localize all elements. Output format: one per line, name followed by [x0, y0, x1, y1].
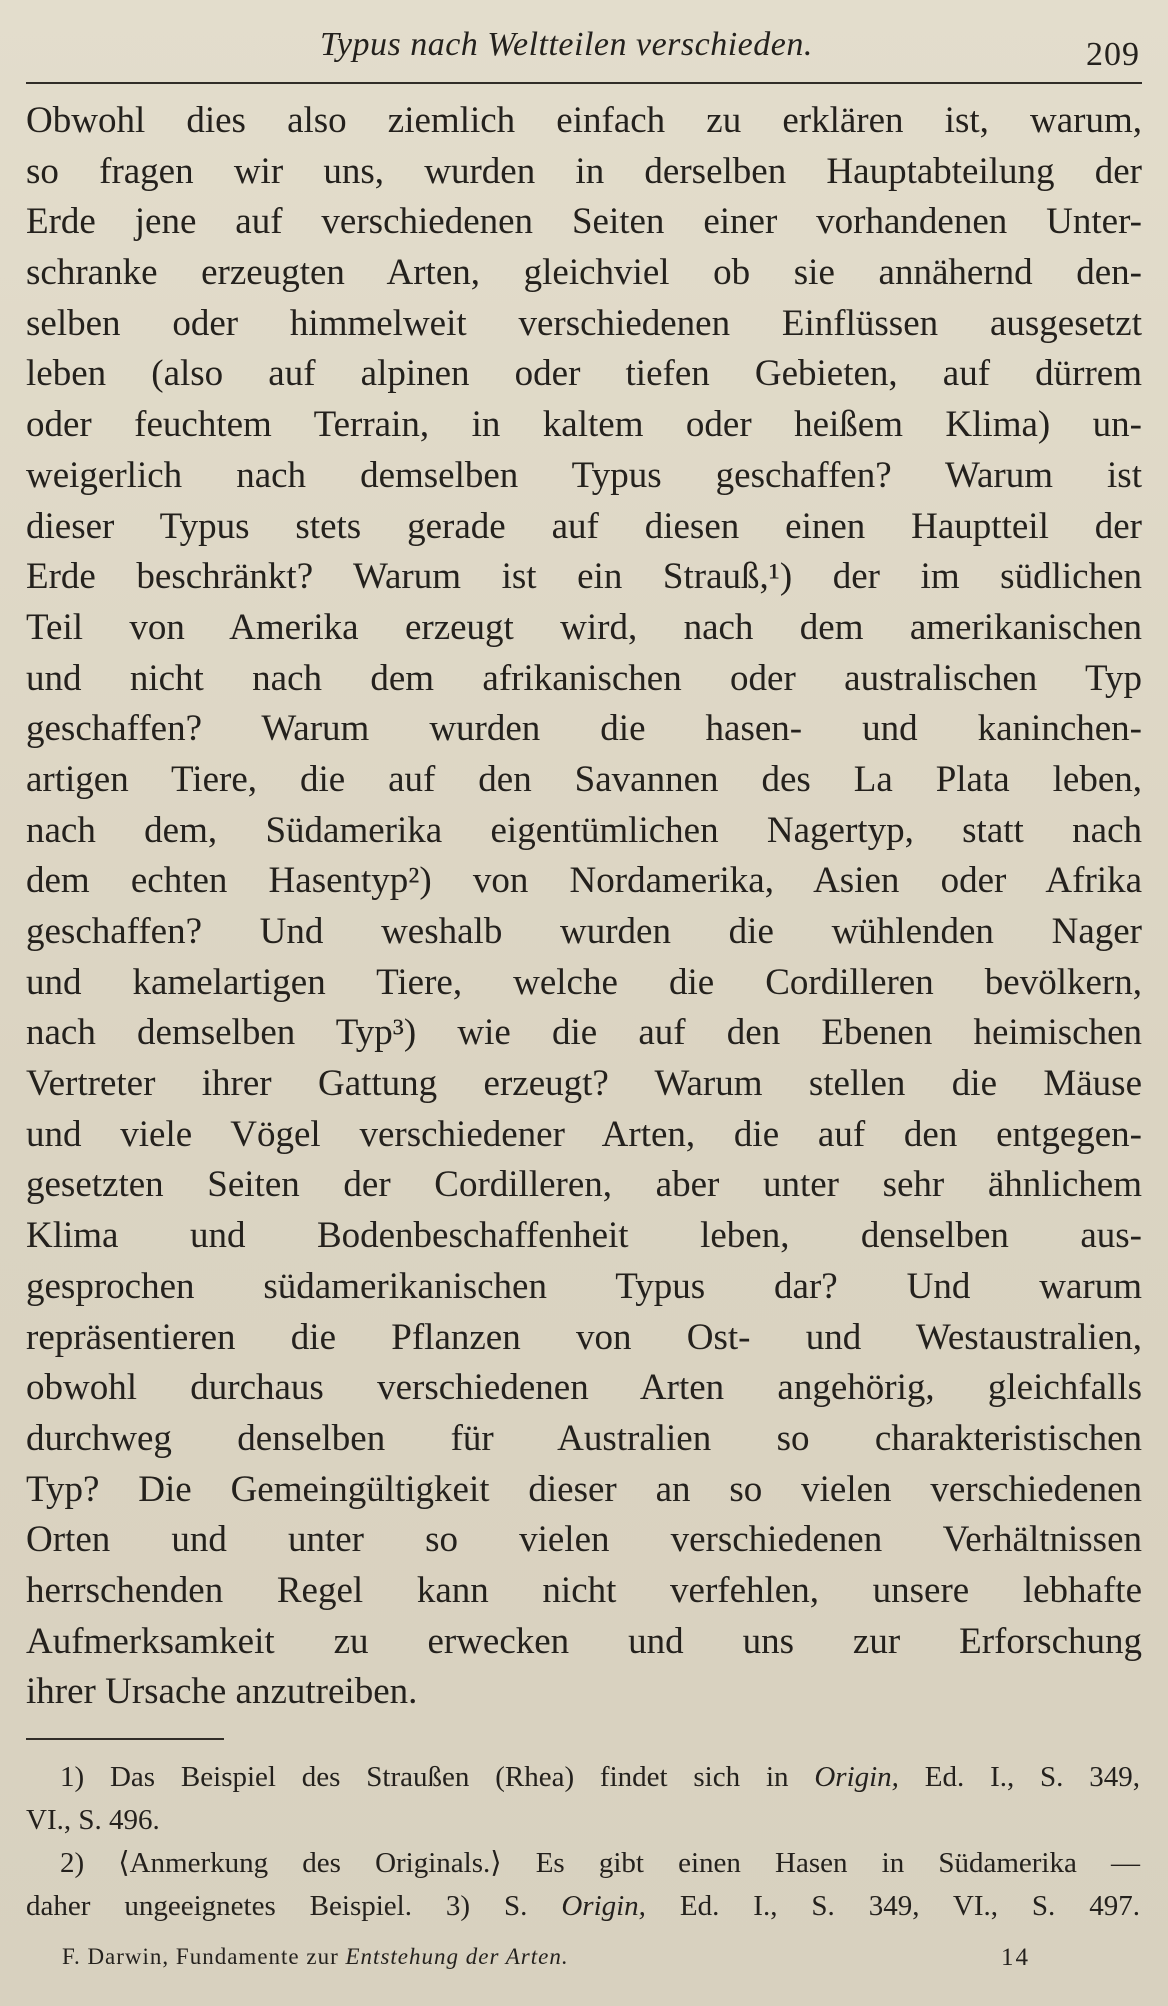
page-number: 209	[1086, 36, 1140, 73]
text-line: dieser Typus stets gerade auf diesen einen Hauptteil der	[26, 505, 1142, 547]
footnote-1-citation: Ed. I., S. 349,	[898, 1761, 1141, 1793]
text-line: dem echten Hasentyp²) von Nordamerika, Asien oder Afrika	[26, 860, 1142, 902]
footnote-separator	[26, 1738, 224, 1740]
text-line: Klima und Bodenbeschaffenheit leben, denselben aus-	[26, 1215, 1142, 1257]
footnote-2-line-1: 2) ⟨Anmerkung des Originals.⟩ Es gibt einen Hasen in Südamerika —	[60, 1847, 1140, 1879]
footnotes	[26, 1756, 1140, 1928]
text-line: Orten und unter so vielen verschiedenen Verhältnissen	[26, 1519, 1142, 1561]
text-line: schranke erzeugten Arten, gleichviel ob sie annähernd den-	[26, 252, 1142, 294]
footnote-3-citation: Ed. I., S. 349, VI., S. 497.	[645, 1890, 1140, 1922]
text-line: geschaffen? Warum wurden die hasen- und kaninchen-	[26, 708, 1142, 750]
text-line: Vertreter ihrer Gattung erzeugt? Warum stellen die Mäuse	[26, 1063, 1142, 1105]
text-line: und kamelartigen Tiere, welche die Cordilleren bevölkern,	[26, 961, 1142, 1003]
footnote-3-source: Origin,	[561, 1890, 646, 1922]
footnote-1-line-1	[26, 1756, 1140, 1799]
header-rule	[26, 82, 1142, 84]
footnote-1-line-2: VI., S. 496.	[26, 1804, 160, 1836]
footnote-2-text: daher ungeeignetes Beispiel. 3) S.	[26, 1890, 562, 1922]
footnote-1-source: Origin,	[814, 1761, 899, 1793]
main-text	[26, 96, 1142, 1718]
text-line: repräsentieren die Pflanzen von Ost- und Westaustralien,	[26, 1316, 1142, 1358]
text-line-final: ihrer Ursache anzutreiben.	[26, 1671, 418, 1713]
page-footer	[62, 1944, 1114, 1980]
imprint-author: F. Darwin, Fundamente zur	[62, 1944, 346, 1969]
text-line: selben oder himmelweit verschiedenen Einflüssen ausgesetzt	[26, 302, 1142, 344]
text-line: Aufmerksamkeit zu erwecken und uns zur Erforschung	[26, 1620, 1142, 1662]
text-line: Obwohl dies also ziemlich einfach zu erklären ist, warum,	[26, 100, 1142, 141]
text-line: nach demselben Typ³) wie die auf den Ebenen heimischen	[26, 1012, 1142, 1054]
imprint	[62, 1944, 569, 1970]
text-line: weigerlich nach demselben Typus geschaffen? Warum ist	[26, 454, 1142, 496]
text-line: Erde jene auf verschiedenen Seiten einer vorhandenen Unter-	[26, 201, 1142, 243]
text-line: und viele Vögel verschiedener Arten, die auf den entgegen-	[26, 1113, 1142, 1155]
text-line: herrschenden Regel kann nicht verfehlen, unsere lebhafte	[26, 1569, 1142, 1611]
text-line: artigen Tiere, die auf den Savannen des La Plata leben,	[26, 758, 1142, 800]
text-line: Erde beschränkt? Warum ist ein Strauß,¹) der im südlichen	[26, 556, 1142, 598]
text-line: Teil von Amerika erzeugt wird, nach dem amerikanischen	[26, 606, 1142, 648]
text-line: gesetzten Seiten der Cordilleren, aber unter sehr ähnlichem	[26, 1164, 1142, 1206]
footnote-1-text: 1) Das Beispiel des Straußen (Rhea) findet sich in	[60, 1761, 815, 1793]
running-title: Typus nach Weltteilen verschieden.	[320, 26, 813, 63]
text-line: leben (also auf alpinen oder tiefen Gebieten, auf dürrem	[26, 353, 1142, 395]
text-line: durchweg denselben für Australien so charakteristischen	[26, 1417, 1142, 1459]
text-line: nach dem, Südamerika eigentümlichen Nagertyp, statt nach	[26, 809, 1142, 851]
running-head	[0, 18, 1168, 78]
text-line: geschaffen? Und weshalb wurden die wühlenden Nager	[26, 911, 1142, 952]
imprint-title: Entstehung der Arten.	[345, 1944, 569, 1969]
text-line: und nicht nach dem afrikanischen oder australischen Typ	[26, 657, 1142, 699]
footnote-2-line-2	[26, 1885, 1140, 1928]
text-line: obwohl durchaus verschiedenen Arten angehörig, gleichfalls	[26, 1367, 1142, 1409]
text-line: Typ? Die Gemeingültigkeit dieser an so vielen verschiedenen	[26, 1468, 1142, 1510]
text-line: gesprochen südamerikanischen Typus dar? Und warum	[26, 1265, 1142, 1307]
text-line: so fragen wir uns, wurden in derselben Hauptabteilung der	[26, 150, 1142, 192]
text-line: oder feuchtem Terrain, in kaltem oder heißem Klima) un-	[26, 404, 1142, 446]
signature-mark: 14	[1001, 1944, 1030, 1971]
